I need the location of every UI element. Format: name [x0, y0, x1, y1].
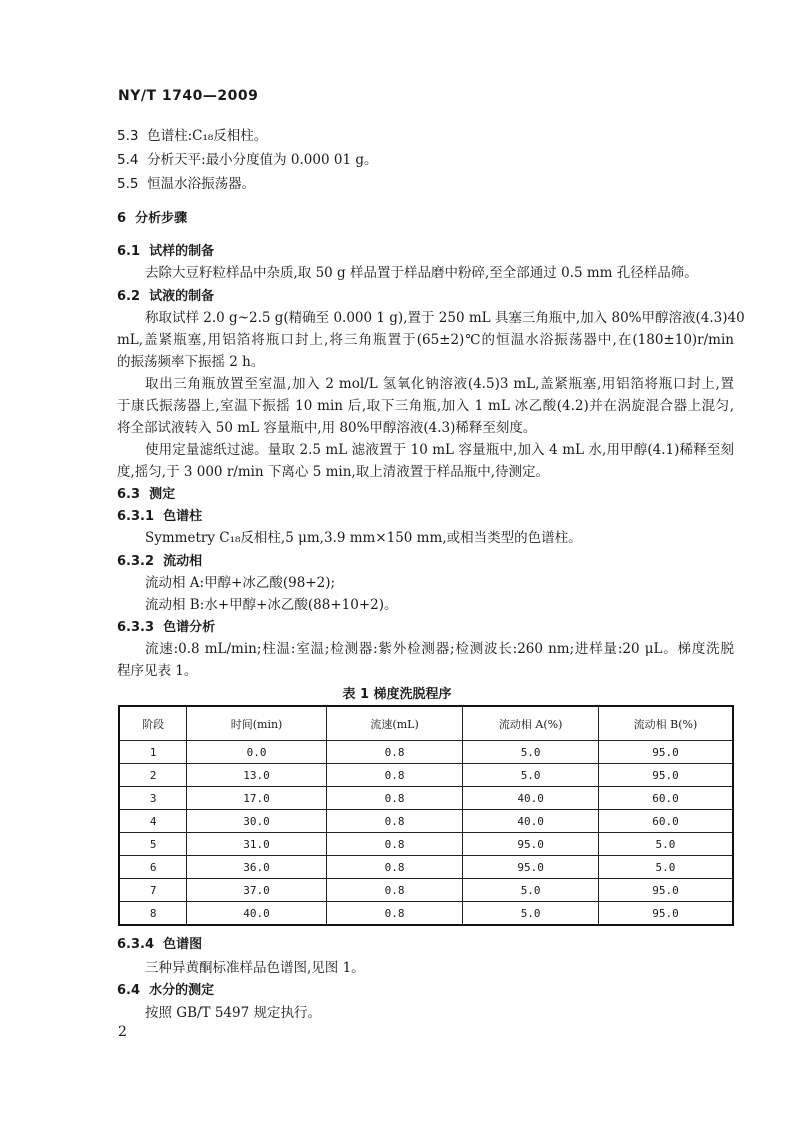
table-row: [119, 833, 733, 856]
section-number: 6.3: [117, 487, 141, 502]
table-cell: 0.8: [326, 810, 463, 833]
column-header: 时间(min): [187, 706, 327, 741]
table-row: [119, 787, 733, 810]
table-cell: 1: [119, 741, 187, 764]
section-5-5: [117, 175, 255, 193]
section-title: 测定: [149, 487, 176, 502]
table-cell: 5: [119, 833, 187, 856]
table-cell: 0.8: [326, 856, 463, 879]
table-cell: 7: [119, 879, 187, 902]
table-cell: 95.0: [598, 741, 733, 764]
table-cell: 40.0: [463, 787, 599, 810]
section-6-3-heading: [117, 486, 175, 504]
table-cell: 2: [119, 764, 187, 787]
section-title: 试样的制备: [149, 244, 215, 259]
paragraph-6-2-1-line1: 称取试样 2.0 g~2.5 g(精确至 0.000 1 g),置于 250 mL 具塞三角瓶中,加入 80%甲醇溶液(4.3)40: [145, 310, 745, 326]
section-6-3-1-heading: [117, 508, 202, 526]
table-cell: 8: [119, 902, 187, 926]
section-number: 5.4: [117, 152, 139, 168]
table-cell: 0.8: [326, 902, 463, 926]
table-cell: 5.0: [463, 879, 599, 902]
column-header: 流动相 B(%): [598, 706, 733, 741]
table-cell: 13.0: [187, 764, 327, 787]
section-5-3: [117, 127, 267, 145]
table-cell: 4: [119, 810, 187, 833]
paragraph-6-2-2-line2: 于康氏振荡器上,室温下振摇 10 min 后,取下三角瓶,加入 1 mL 冰乙酸(4.2)并在涡旋混合器上混匀,: [117, 398, 734, 414]
section-title: 分析步骤: [135, 211, 188, 226]
table-cell: 95.0: [598, 902, 733, 926]
section-6-3-2-heading: [117, 553, 202, 571]
section-number: 6.3.1: [117, 509, 155, 524]
table-cell: 30.0: [187, 810, 327, 833]
table-cell: 5.0: [598, 856, 733, 879]
table-cell: 31.0: [187, 833, 327, 856]
table-cell: 0.0: [187, 741, 327, 764]
section-6-3-3-heading: [117, 619, 215, 637]
paragraph-6-2-1-line2: mL,盖紧瓶塞,用铝箔将瓶口封上,将三角瓶置于(65±2)℃的恒温水浴振荡器中,在(180±10)r/min: [117, 332, 734, 348]
table-cell: 95.0: [598, 764, 733, 787]
table-row: [119, 764, 733, 787]
paragraph-6-3-2-a: 流动相 A:甲醇+冰乙酸(98+2);: [145, 575, 336, 591]
table-row: [119, 879, 733, 902]
table-cell: 5.0: [463, 764, 599, 787]
paragraph-6-3-2-b: 流动相 B:水+甲醇+冰乙酸(88+10+2)。: [145, 597, 398, 613]
section-number: 6: [117, 211, 127, 226]
paragraph-6-2-1-line3: 的振荡频率下振摇 2 h。: [117, 354, 265, 370]
table-cell: 95.0: [598, 879, 733, 902]
section-number: 6.3.3: [117, 620, 155, 635]
paragraph-6-2-2-line1: 取出三角瓶放置至室温,加入 2 mol/L 氢氧化钠溶液(4.5)3 mL,盖紧瓶塞,用铝箔将瓶口封上,置: [145, 376, 734, 392]
section-text: 色谱柱:C₁₈反相柱。: [147, 128, 268, 144]
table-row: [119, 902, 733, 926]
paragraph-6-2-3-line1: 使用定量滤纸过滤。量取 2.5 mL 滤液置于 10 mL 容量瓶中,加入 4 mL 水,用甲醇(4.1)稀释至刻: [145, 442, 734, 458]
table-cell: 37.0: [187, 879, 327, 902]
table-header-row: [119, 706, 733, 741]
table-row: [119, 741, 733, 764]
table-cell: 5.0: [598, 833, 733, 856]
section-title: 色谱分析: [163, 620, 216, 635]
table-cell: 40.0: [187, 902, 327, 926]
table-cell: 5.0: [463, 902, 599, 926]
section-number: 6.3.2: [117, 554, 155, 569]
table-cell: 17.0: [187, 787, 327, 810]
section-title: 水分的测定: [149, 983, 215, 998]
section-title: 色谱图: [163, 937, 203, 952]
section-5-4: [117, 151, 377, 169]
section-number: 6.4: [117, 983, 141, 998]
column-header: 流速(mL): [326, 706, 463, 741]
table-cell: 0.8: [326, 787, 463, 810]
table-cell: 0.8: [326, 879, 463, 902]
page-number: 2: [118, 1024, 127, 1040]
section-number: 6.2: [117, 289, 141, 304]
paragraph-6-3-4: 三种异黄酮标准样品色谱图,见图 1。: [145, 960, 365, 976]
section-6-3-4-heading: [117, 936, 202, 954]
paragraph-6-3-1: Symmetry C₁₈反相柱,5 μm,3.9 mm×150 mm,或相当类型的色谱柱。: [145, 530, 582, 546]
table-cell: 60.0: [598, 810, 733, 833]
section-number: 6.3.4: [117, 937, 155, 952]
section-title: 色谱柱: [163, 509, 203, 524]
section-text: 恒温水浴振荡器。: [147, 176, 256, 192]
table-cell: 0.8: [326, 764, 463, 787]
section-number: 5.3: [117, 128, 139, 144]
column-header: 流动相 A(%): [463, 706, 599, 741]
table-cell: 6: [119, 856, 187, 879]
section-6-4-heading: [117, 982, 214, 1000]
table-cell: 5.0: [463, 741, 599, 764]
section-title: 试液的制备: [149, 289, 215, 304]
section-6-1-heading: [117, 243, 214, 261]
table-title: 表 1 梯度洗脱程序: [342, 687, 452, 702]
column-header: 阶段: [119, 706, 187, 741]
table-cell: 60.0: [598, 787, 733, 810]
section-title: 流动相: [163, 554, 203, 569]
paragraph-6-1: 去除大豆籽粒样品中杂质,取 50 g 样品置于样品磨中粉碎,至全部通过 0.5 mm 孔径样品筛。: [145, 265, 698, 281]
paragraph-6-2-3-line2: 度,摇匀,于 3 000 r/min 下离心 5 min,取上清液置于样品瓶中,待测定。: [117, 464, 549, 480]
section-text: 分析天平:最小分度值为 0.000 01 g。: [147, 152, 378, 168]
paragraph-6-3-3-line2: 程序见表 1。: [117, 663, 198, 679]
table-cell: 0.8: [326, 741, 463, 764]
table-row: [119, 810, 733, 833]
section-6-heading: [117, 210, 187, 228]
gradient-elution-table: [118, 705, 734, 926]
standard-code: NY/T 1740—2009: [118, 88, 259, 104]
table-row: [119, 856, 733, 879]
paragraph-6-2-2-line3: 将全部试液转入 50 mL 容量瓶中,用 80%甲醇溶液(4.3)稀释至刻度。: [117, 420, 537, 436]
paragraph-6-4: 按照 GB/T 5497 规定执行。: [145, 1005, 321, 1021]
section-6-2-heading: [117, 288, 214, 306]
table-cell: 40.0: [463, 810, 599, 833]
table-cell: 3: [119, 787, 187, 810]
table-cell: 36.0: [187, 856, 327, 879]
section-number: 6.1: [117, 244, 141, 259]
table-cell: 95.0: [463, 833, 599, 856]
paragraph-6-3-3-line1: 流速:0.8 mL/min;柱温:室温;检测器:紫外检测器;检测波长:260 nm;进样量:20 μL。梯度洗脱: [145, 641, 734, 657]
section-number: 5.5: [117, 176, 139, 192]
table-cell: 95.0: [463, 856, 599, 879]
table-cell: 0.8: [326, 833, 463, 856]
